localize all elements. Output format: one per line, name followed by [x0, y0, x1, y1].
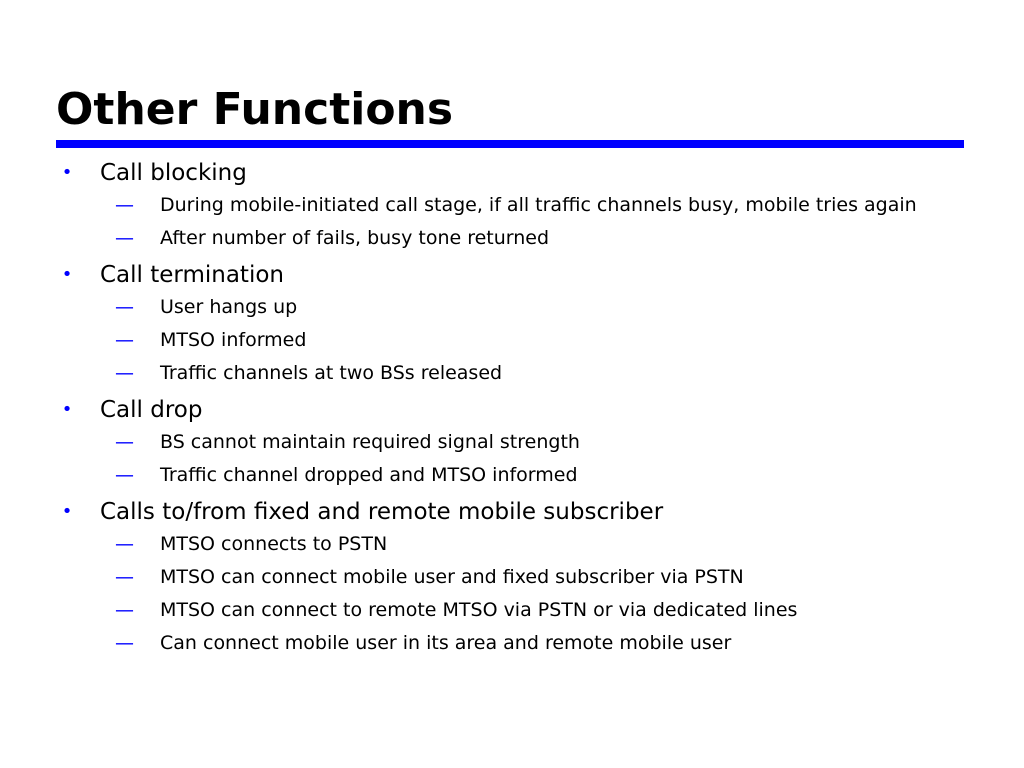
sub-bullet-list	[100, 192, 960, 252]
sub-bullet-text: During mobile-initiated call stage, if all traffic channels busy, mobile tries again	[160, 194, 917, 216]
bullet-dot-icon: •	[61, 264, 73, 285]
slide-content	[60, 156, 960, 663]
dash-icon: —	[115, 431, 134, 453]
sub-bullet-item	[115, 429, 960, 456]
sub-bullet-list	[100, 429, 960, 489]
bullet-dot-icon: •	[61, 162, 73, 183]
dash-icon: —	[115, 599, 134, 621]
dash-icon: —	[115, 296, 134, 318]
dash-icon: —	[115, 464, 134, 486]
dash-icon: —	[115, 533, 134, 555]
sub-bullet-item	[115, 462, 960, 489]
bullet-text: Calls to/from fixed and remote mobile subscriber	[100, 499, 664, 525]
dash-icon: —	[115, 329, 134, 351]
sub-bullet-item	[115, 225, 960, 252]
sub-bullet-item	[115, 531, 960, 558]
bullet-dot-icon: •	[61, 399, 73, 420]
sub-bullet-item	[115, 294, 960, 321]
bullet-text: Call termination	[100, 262, 284, 288]
sub-bullet-item	[115, 327, 960, 354]
bullet-text: Call blocking	[100, 160, 247, 186]
bullet-text: Call drop	[100, 397, 203, 423]
dash-icon: —	[115, 227, 134, 249]
sub-bullet-text: Can connect mobile user in its area and remote mobile user	[160, 632, 732, 654]
dash-icon: —	[115, 632, 134, 654]
sub-bullet-text: MTSO connects to PSTN	[160, 533, 388, 555]
sub-bullet-text: Traffic channels at two BSs released	[160, 362, 503, 384]
bullet-item	[60, 495, 960, 657]
dash-icon: —	[115, 566, 134, 588]
slide-title: Other Functions	[56, 84, 454, 135]
sub-bullet-item	[115, 564, 960, 591]
sub-bullet-list	[100, 294, 960, 387]
sub-bullet-text: Traffic channel dropped and MTSO informed	[160, 464, 578, 486]
sub-bullet-item	[115, 597, 960, 624]
bullet-item	[60, 156, 960, 252]
sub-bullet-item	[115, 192, 960, 219]
sub-bullet-item	[115, 630, 960, 657]
dash-icon: —	[115, 194, 134, 216]
sub-bullet-text: MTSO informed	[160, 329, 307, 351]
sub-bullet-text: User hangs up	[160, 296, 298, 318]
title-underline	[56, 140, 964, 148]
sub-bullet-item	[115, 360, 960, 387]
bullet-dot-icon: •	[61, 501, 73, 522]
bullet-item	[60, 258, 960, 387]
sub-bullet-text: MTSO can connect mobile user and fixed subscriber via PSTN	[160, 566, 744, 588]
sub-bullet-text: After number of fails, busy tone returned	[160, 227, 550, 249]
sub-bullet-text: MTSO can connect to remote MTSO via PSTN or via dedicated lines	[160, 599, 798, 621]
dash-icon: —	[115, 362, 134, 384]
sub-bullet-list	[100, 531, 960, 657]
bullet-item	[60, 393, 960, 489]
sub-bullet-text: BS cannot maintain required signal strength	[160, 431, 580, 453]
